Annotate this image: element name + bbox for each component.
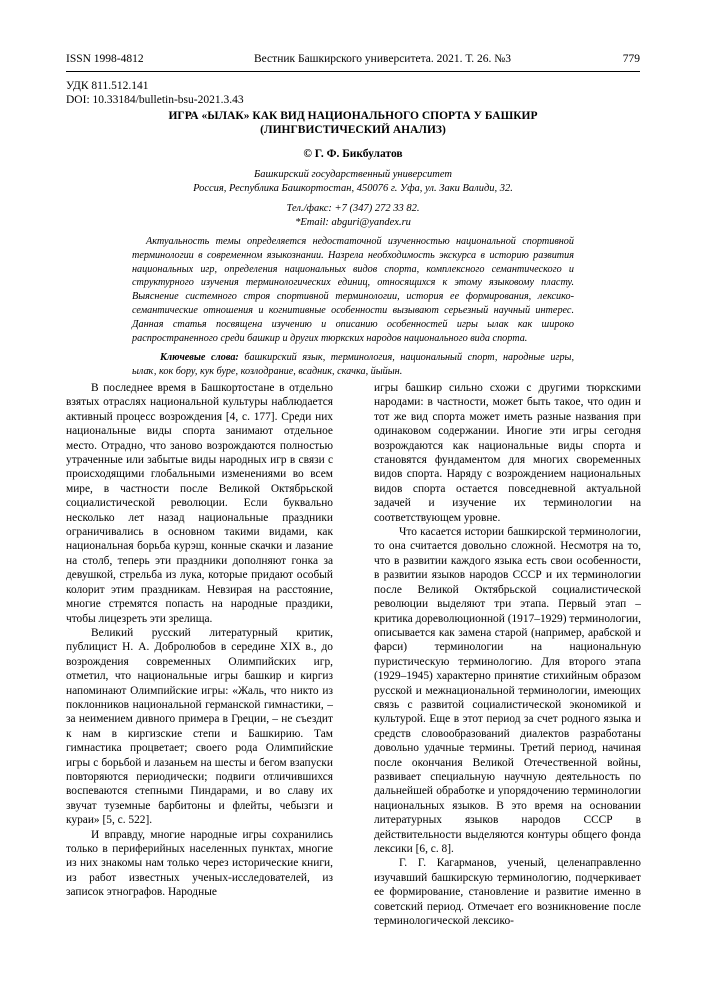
- article-title: [66, 109, 640, 137]
- header-rule: [66, 71, 640, 72]
- body-column-left: [66, 381, 333, 900]
- keywords-label: Ключевые слова:: [160, 352, 239, 363]
- title-line-1: ИГРА «ЫЛАК» КАК ВИД НАЦИОНАЛЬНОГО СПОРТА У БАШКИР: [168, 110, 538, 122]
- issn: ISSN 1998-4812: [66, 53, 144, 65]
- paragraph: И вправду, многие народные игры сохранились только в периферийных населенных пунктах, многие из них знакомы нам только через исторические книги, из работ известных ученых-исследователей, из записок этнографов. Народные: [66, 828, 333, 899]
- page-number: 779: [622, 53, 640, 65]
- title-line-2: (ЛИНГВИСТИЧЕСКИЙ АНАЛИЗ): [260, 124, 446, 136]
- paragraph: Что касается истории башкирской терминологии, то она считается довольно сложной. Несмотря на то, что в развитии каждого языка есть свои особенности, в развитии языков народов СССР и их терминологии после Великой Октябрьской социалистической революции выделяют три этапа. Первый этап – критика дореволюционной (1917–1929) терминологии, описывается как замена старой (например, арабской и фарси) терминологии на национальную пуристическую терминологию. Для второго этапа (1929–1945) характерно принятие стихийным образом русской и межнациональной терминологии, имеющих связь с развитой социалистической экономикой и культурой. Еще в этот период за счет родного языка и средств словообразований диалектов разработаны довольно удачные термины. Третий период, начиная после окончания Великой Отечественной войны, развивает специальную научную деятельность по дальнейшей обработке и упорядочению терминологии национальных языков. В это время на основании литературных языков народов СССР в действительности выделяются контуры общего фонда лексики [6, с. 8].: [374, 526, 641, 855]
- keywords: [132, 351, 574, 379]
- email: *Email: abguri@yandex.ru: [295, 217, 411, 228]
- contacts: [66, 202, 640, 230]
- affiliation: [66, 168, 640, 196]
- paragraph: В последнее время в Башкортостане в отдельно взятых отраслях национальной культуры наблюдается активный процесс возрождения [4, с. 177]. Среди них национальные виды спорта занимают отдельное место. Отрадно, что заново возрождаются полностью утраченные или забытые виды народных игр в связи с происходящими глобальными изменениями во всем мире, в частности после Великой Октябрьской социалистической революции. Если буквально несколько лет назад национальные праздники ограничивались в основном такими видами, как национальная борьба курэш, конные скачки и лазание на столб, теперь эти праздники дополняют гонка за девушкой, стрельба из лука, которые придают особый колорит этим праздникам. Невзирая на расстояние, многие стремятся попасть на народные праздики, чтобы лицезреть эти зрелища.: [66, 382, 333, 625]
- article-meta: [66, 80, 244, 107]
- paragraph: Г. Г. Кагарманов, ученый, целенаправленно изучавший башкирскую терминологию, подчеркивает ее формирование, становление и развитие именно в советский период. Отмечает его возникновение после терминологической лексико-: [374, 857, 641, 928]
- running-header: [66, 51, 640, 67]
- affiliation-line-2: Россия, Республика Башкортостан, 450076 г. Уфа, ул. Заки Валиди, 32.: [193, 183, 513, 194]
- phone: Тел./факс: +7 (347) 272 33 82.: [286, 203, 420, 214]
- affiliation-line-1: Башкирский государственный университет: [254, 169, 452, 180]
- doi: DOI: 10.33184/bulletin-bsu-2021.3.43: [66, 93, 244, 106]
- journal-title: Вестник Башкирского университета. 2021. Т. 26. №3: [254, 53, 511, 65]
- body-column-right: [374, 381, 641, 928]
- udc-code: УДК 811.512.141: [66, 80, 149, 92]
- paragraph: Великий русский литературный критик, публицист Н. А. Добролюбов в середине XIX в., до возрождения современных Олимпийских игр, отметил, что национальные игры башкир и киргиз напоминают Олимпийские игры: «Жаль, что никто из поклонников национальной германской гимнастики, – за неимением дивного примера в Греции, – не съездит к нам в киргизские степи и Башкирию. Там гимнастика процветает; своего рода Олимпийские игры с борьбой и лазаньем на шесты и бегом взапуски повторяются периодически; подвиги отличившихся воспеваются степными Пиндарами, и во славу их звучат туземные барбитоны и флейты, чебызги и кураи» [5, с. 522].: [66, 626, 333, 827]
- abstract: Актуальность темы определяется недостаточной изученностью национальной спортивной терминологии в современном языкознании. Назрела необходимость экскурса в историю развития национальных игр, определения национальных видов спорта, комплексного семантического и структурного изучения терминологических единиц, относящихся к этому языковому пласту. Выяснение системного строя спортивной терминологии, история ее формирования, лексико-семантические отношения и когнитивные особенности вызывают серьезный научный интерес. Данная статья посвящена изучению и описанию особенностей игры ылак как широко распространенного среди башкир и других тюркских народов национального вида спорта.: [132, 236, 574, 344]
- paragraph: игры башкир сильно схожи с другими тюркскими народами: в частности, может быть такое, что один и тот же вид спорта может иметь разные названия при одинаковом содержании. Иногие эти игры сегодня возрождаются как национальные виды спорта и становятся фундаментом для многих своременных видов спорта. Наряду с возрождением национальных видов спорта остается повседневной актуальной задачей и изучение их терминологии на соответствующем уровне.: [374, 382, 641, 524]
- author: © Г. Ф. Бикбулатов: [303, 148, 403, 160]
- keywords-text: башкирский язык, терминология, национальный спорт, народные игры, ылаҡ, кок бору, кук буре, козлодрание, всадник, скачка, йыйын.: [132, 352, 575, 377]
